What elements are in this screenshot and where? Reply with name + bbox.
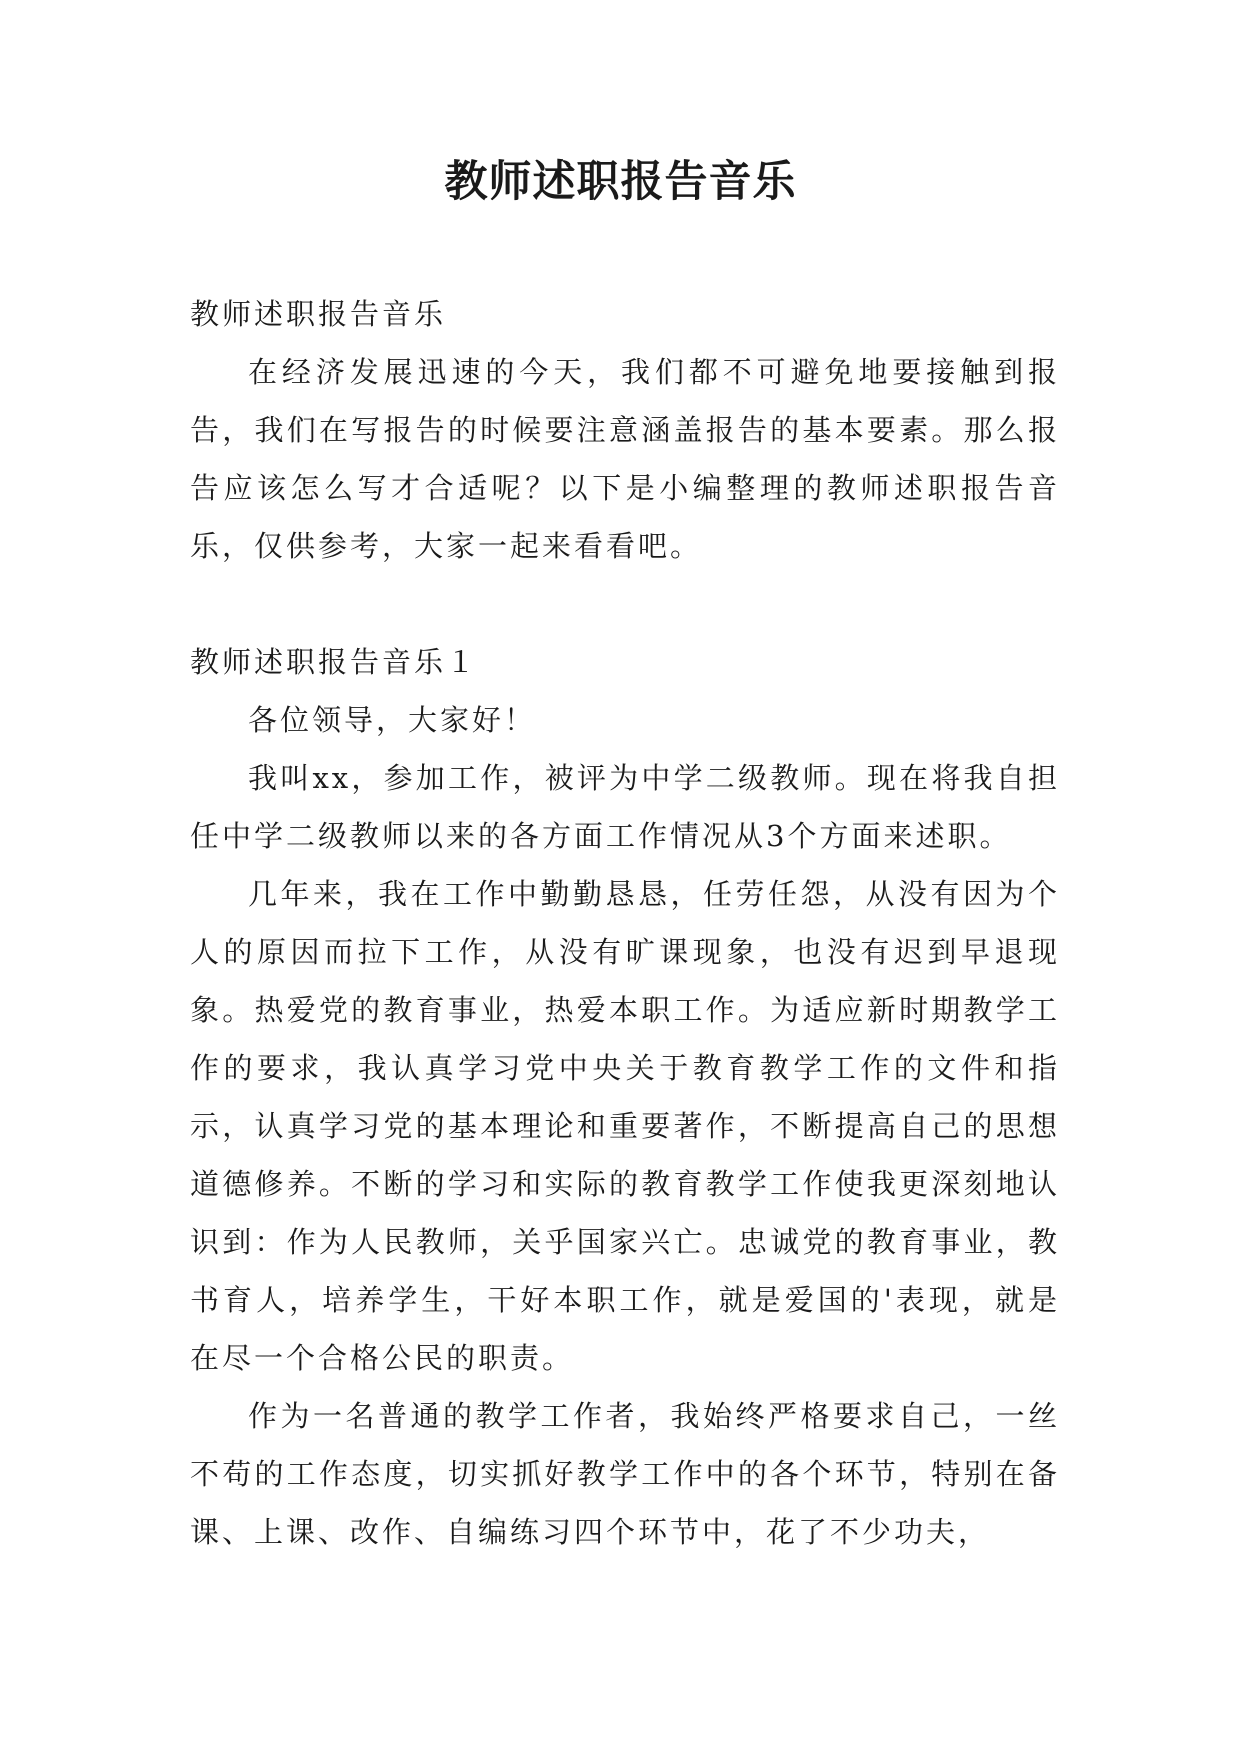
- body-paragraph: 几年来，我在工作中勤勤恳恳，任劳任怨，从没有因为个人的原因而拉下工作，从没有旷课现象，也没有迟到早退现象。热爱党的教育事业，热爱本职工作。为适应新时期教学工作的要求，我认真学习党中央关于教育教学工作的文件和指示，认真学习党的基本理论和重要著作，不断提高自己的思想道德修养。不断的学习和实际的教育教学工作使我更深刻地认识到：作为人民教师，关乎国家兴亡。忠诚党的教育事业，教书育人，培养学生，干好本职工作，就是爱国的'表现，就是在尽一个合格公民的职责。: [190, 877, 1060, 1375]
- section-spacer: [190, 575, 1060, 633]
- document-subtitle: 教师述职报告音乐: [190, 297, 447, 331]
- body-paragraph: 我叫xx，参加工作，被评为中学二级教师。现在将我自担任中学二级教师以来的各方面工作情况从3个方面来述职。: [190, 761, 1060, 853]
- section-title: 教师述职报告音乐１: [190, 645, 479, 679]
- document-title: 教师述职报告音乐: [444, 157, 797, 207]
- document-body: [190, 285, 1060, 1561]
- intro-paragraph: 在经济发展迅速的今天，我们都不可避免地要接触到报告，我们在写报告的时候要注意涵盖报告的基本要素。那么报告应该怎么写才合适呢？以下是小编整理的教师述职报告音乐，仅供参考，大家一起来看看吧。: [190, 355, 1060, 563]
- body-paragraph: 各位领导，大家好！: [248, 703, 537, 737]
- body-paragraph: 作为一名普通的教学工作者，我始终严格要求自己，一丝不苟的工作态度，切实抓好教学工作中的各个环节，特别在备课、上课、改作、自编练习四个环节中，花了不少功夫，: [190, 1399, 1060, 1549]
